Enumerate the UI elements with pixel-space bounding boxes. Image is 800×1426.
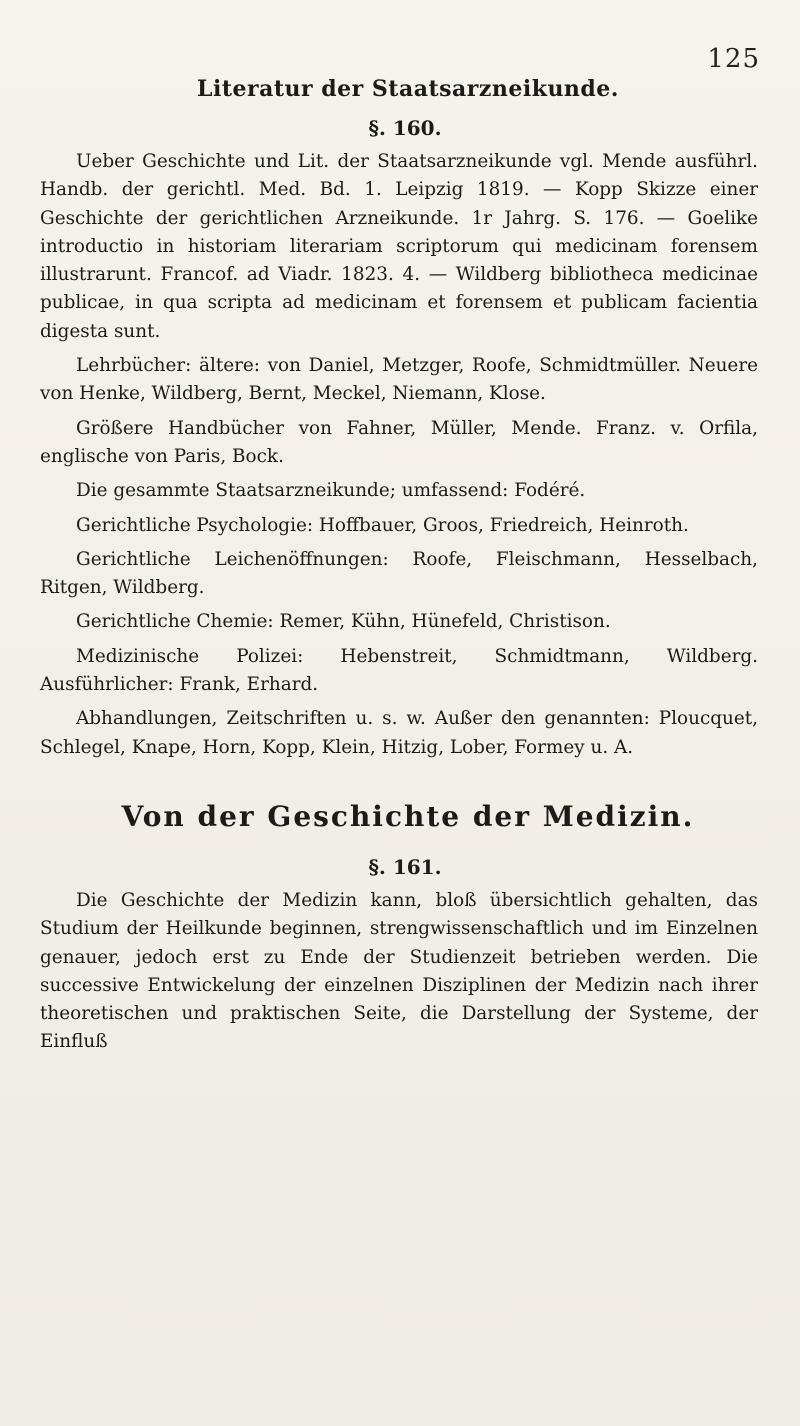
chapter-title: Von der Geschichte der Medizin. [121,799,695,833]
paragraph-treatises-journals: Abhandlungen, Zeitschriften u. s. w. Außer den genannten: Ploucquet, Schlegel, Knape, Horn, Kopp, Klein, Hitzig, Lober, Formey u. A. [40,708,758,758]
running-head: Literatur der Staatsarzneikunde. [197,76,619,102]
paragraph-medical-police: Medizinische Polizei: Hebenstreit, Schmidtmann, Wildberg. Ausführlicher: Frank, Erhard. [40,645,758,696]
section-heading-161: §. 161. [368,854,442,879]
paragraph-handbooks: Größere Handbücher von Fahner, Müller, Mende. Franz. v. Orfila, englische von Paris, Bock. [40,417,758,467]
paragraph-history-of-medicine: Die Geschichte der Medizin kann, bloß übersichtlich gehalten, das Studium der Heilkunde beginnen, strengwissenschaftlich und im Einzelnen genauer, jedoch erst zu Ende der Studienzeit betrieben werden. Die successive Entwickelung der einzelnen Disziplinen der Medizin nach ihrer theoretischen und praktischen Seite, die Darstellung der Systeme, der Einfluß [40,889,758,1053]
paragraph-forensic-autopsies: Gerichtliche Leichenöffnungen: Roofe, Fleischmann, Hesselbach, Ritgen, Wildberg. [40,548,758,599]
paragraph-forensic-chemistry: Gerichtliche Chemie: Remer, Kühn, Hünefeld, Christison. [76,611,611,633]
page-number: 125 [707,44,760,74]
paragraph-complete-state-medicine: Die gesammte Staatsarzneikunde; umfassend: Fodéré. [76,480,586,502]
section-heading-160: §. 160. [368,116,442,140]
paragraph-history-literature: Ueber Geschichte und Lit. der Staatsarzneikunde vgl. Mende ausführl. Handb. der gerichtl. Med. Bd. 1. Leipzig 1819. — Kopp Skizze einer Geschichte der gerichtlichen Arzneikunde. 1r Jahrg. S. 176. — Goelike introductio in historiam literariam scriptorum qui medicinam forensem illustrarunt. Francof. ad Viadr. 1823. 4. — Wildberg bibliotheca medicinae publicae, in qua scripta ad medicinam et forensem et publicam facientia digesta sunt. [40,151,758,342]
paragraph-forensic-psychology: Gerichtliche Psychologie: Hoffbauer, Groos, Friedreich, Heinroth. [76,514,689,536]
paragraph-textbooks: Lehrbücher: ältere: von Daniel, Metzger, Roofe, Schmidtmüller. Neuere von Henke, Wildberg, Bernt, Meckel, Niemann, Klose. [40,355,758,405]
